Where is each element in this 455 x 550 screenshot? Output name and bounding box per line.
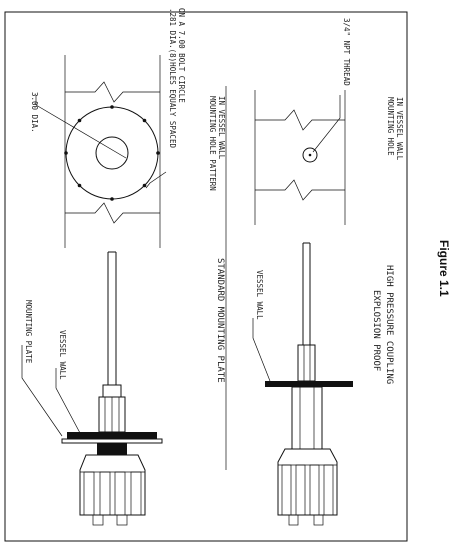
mounting-hole-pattern-left [36,55,166,248]
break-line [65,203,160,223]
housing [80,455,145,515]
coupling-assembly [253,243,353,525]
figure-label: Figure 1.1 [437,240,451,297]
bolt-hole [78,184,82,188]
hole-label-line2: IN VESSEL WALL [395,97,404,161]
npt-leader [313,95,340,152]
housing-rib [100,472,110,515]
holes-label-line2: ON A 7.00 BOLT CIRCLE [177,8,186,103]
standard-plate-assembly [22,252,162,525]
housing-rib [131,472,141,515]
housing-rib [296,465,305,515]
pattern-label-line1: MOUNTING HOLE PATTERN [208,96,217,191]
coupling-title-line1: EXPLOSION PROOF [371,290,381,372]
housing [278,449,337,515]
hole-label-line1: MOUNTING HOLE [386,97,395,156]
bolt-holes [64,105,160,201]
housing-foot [314,515,323,525]
bolt-hole [143,184,147,188]
mounting-plate [62,439,162,443]
high-pressure-body [292,387,322,449]
mounting-nut [97,443,127,455]
dia-label: 3.00 DIA. [30,92,39,133]
bolt-hole [156,151,160,155]
mounting-hole-right [255,90,345,225]
mounting-plate-label: MOUNTING PLATE [24,300,33,364]
housing-rib [310,465,319,515]
bolt-hole [64,151,68,155]
housing-rib [282,465,291,515]
break-line [255,180,345,200]
housing-rib [84,472,94,515]
housing-foot [93,515,103,525]
vessel-wall [67,432,157,439]
housing-foot [289,515,298,525]
npt-hole-center [309,154,312,157]
coupling [298,345,315,381]
pattern-label-line2: IN VESSEL WALL [217,96,226,160]
bolt-hole [110,197,114,201]
standard-plate-title: STANDARD MOUNTING PLATE [215,258,225,383]
vessel-wall-label-right: VESSEL WALL [255,270,264,320]
vessel-wall [265,381,353,387]
bolt-hole [143,119,147,123]
break-line [255,110,345,130]
bolt-hole [78,119,82,123]
vessel-wall-label-left: VESSEL WALL [58,330,67,380]
housing-rib [115,472,125,515]
coupling-title-line2: HIGH PRESSURE COUPLING [384,265,394,385]
housing-foot [117,515,127,525]
break-line [65,82,160,102]
center-hole [96,137,128,169]
dia-leader [36,105,126,158]
housing-rib [324,465,333,515]
vessel-wall-leader [253,318,270,381]
coupling [103,385,121,397]
bolt-hole [110,105,114,109]
holes-label-line1: .281 DIA.(8)HOLES EQUALY SPACED [168,8,177,148]
npt-label: 3/4" NPT THREAD [342,18,351,86]
